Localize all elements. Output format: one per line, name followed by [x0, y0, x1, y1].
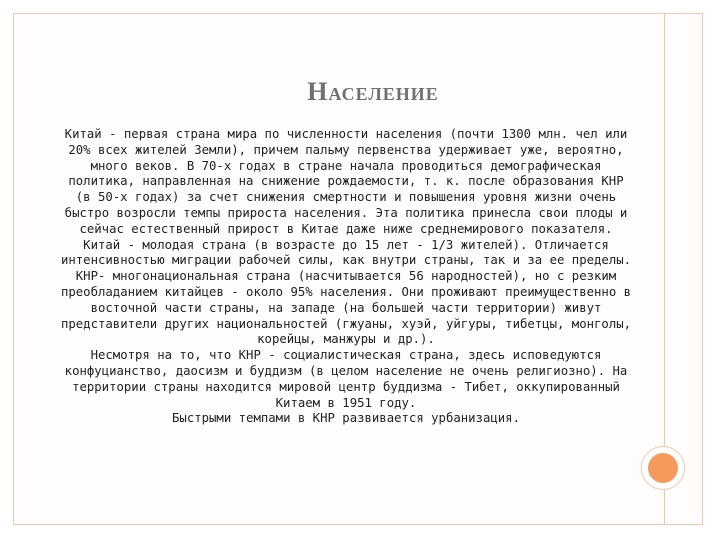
paragraph-religion: Несмотря на то, что КНР - социалистическая страна, здесь исповедуются конфуцианство, даосизм и буддизм (в целом население не очень религиозно). На территории страны находится мировой центр буддизма - Тибет, оккупированный Китаем в 1951 году. — [64, 348, 628, 410]
slide-body — [60, 127, 632, 427]
paragraph-nationalities: КНР- многонациональная страна (насчитывается 56 народностей), но с резким преобладанием китайцев - около 95% населения. Они проживают преимущественно в восточной части страны, на западе (на большей части территории) живут представители других национальностей (гжуаны, хуэй, уйгуры, тибетцы, монголы, корейцы, манжуры и др.). — [60, 269, 632, 347]
slide-title-initial: Н — [307, 77, 329, 106]
slide-title — [0, 77, 720, 107]
decorative-circle-icon — [641, 446, 685, 490]
paragraph-urbanization: Быстрыми темпами в КНР развивается урбанизация. — [172, 411, 520, 426]
paragraph-age: Китай - молодая страна (в возрасте до 15 лет - 1/3 жителей). Отличается интенсивностью миграции рабочей силы, как внутри страны, так и за ее пределы. — [60, 237, 632, 268]
slide-title-rest: аселение — [328, 77, 439, 106]
paragraph-demography: Китай - первая страна мира по численности населения (почти 1300 млн. чел или 20% всех жителей Земли), причем пальму первенства удерживает уже, вероятно, много веков. В 70-х годах в стране начала проводиться демографическая политика, направленная на снижение рождаемости, т. к. после образования КНР (в 50-х годах) за счет снижения смертности и повышения уровня жизни очень быстро возросли темпы прироста населения. Эта политика принесла свои плоды и сейчас естественный прирост в Китае даже ниже среднемирового показателя. — [64, 127, 628, 236]
